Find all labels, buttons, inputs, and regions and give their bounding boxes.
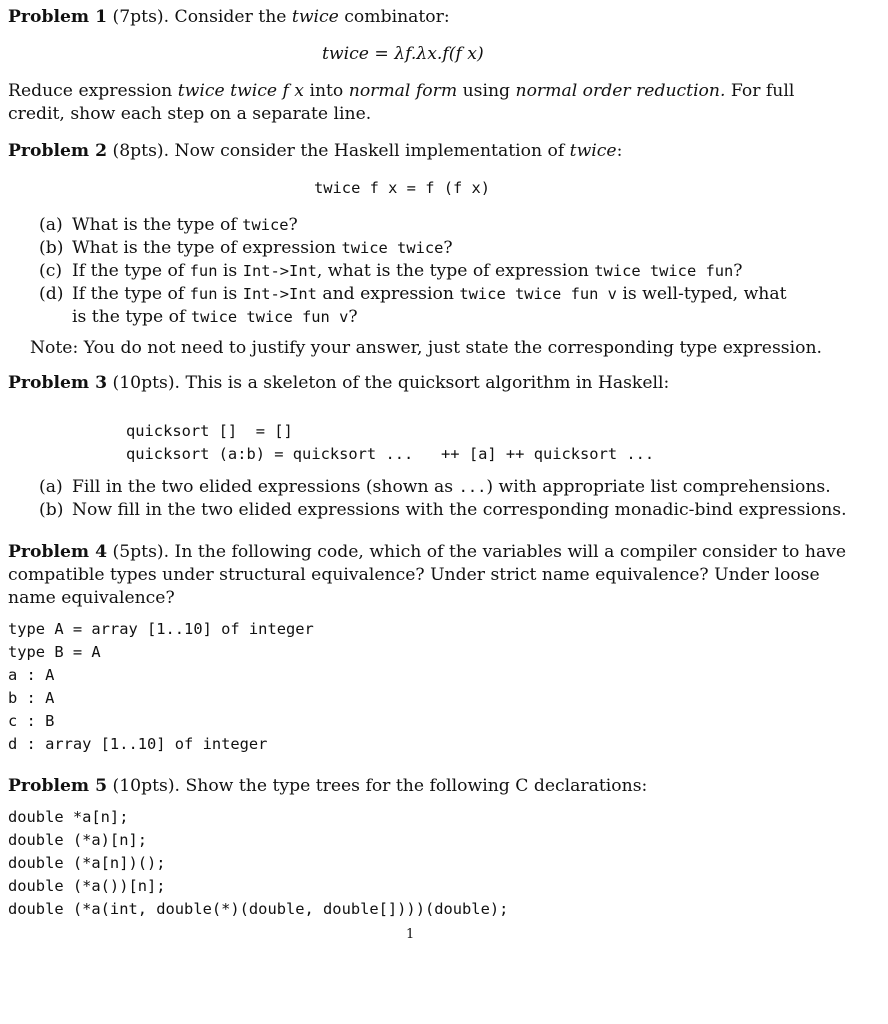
p5-code-line: double *a[n]; xyxy=(8,808,129,826)
p5-code-line: double (*a())[n]; xyxy=(8,877,166,895)
item-text: ? xyxy=(288,215,298,235)
item-text: Now fill in the two elided expressions with the corresponding monadic-bind expressions. xyxy=(72,500,847,520)
problem-3-title: Problem 3 xyxy=(8,373,108,393)
problem-4-line-1: In the following code, which of the variables will a compiler consider to have xyxy=(174,542,847,562)
haskell-twice-code: twice f x = f (f x) xyxy=(314,179,491,197)
problem-5-points: (10pts). xyxy=(112,776,181,796)
problem-4-title: Problem 4 xyxy=(8,542,108,562)
problem-1-title: Problem 1 xyxy=(8,7,108,27)
problem-4-line-2: compatible types under structural equivalence? Under strict name equivalence? Under loose xyxy=(8,565,820,585)
p5-code-line: double (*a)[n]; xyxy=(8,831,147,849)
p1-text-d: For full xyxy=(725,81,795,101)
problem-2-item-d xyxy=(39,283,787,306)
item-text: is the type of xyxy=(72,307,191,327)
problem-5-title: Problem 5 xyxy=(8,776,108,796)
problem-2-heading xyxy=(8,140,622,163)
quicksort-code-line-1: quicksort [] = [] xyxy=(126,422,293,440)
problem-4-heading xyxy=(8,541,846,564)
p4-code-line: d : array [1..10] of integer xyxy=(8,735,268,753)
p1-text-b: into xyxy=(304,81,349,101)
item-code: fun xyxy=(189,285,218,303)
problem-3-heading xyxy=(8,372,669,395)
item-text: Fill in the two elided expressions (shown as xyxy=(72,477,459,497)
item-label: (d) xyxy=(39,284,64,304)
item-text: ) with appropriate list comprehensions. xyxy=(486,477,831,497)
problem-2-item-b xyxy=(39,237,453,260)
problem-1-line-1 xyxy=(8,80,794,103)
problem-2-item-c xyxy=(39,260,743,283)
item-code: fun xyxy=(189,262,218,280)
p1-normal-order: normal order reduction. xyxy=(515,81,726,101)
problem-1-heading xyxy=(8,6,450,29)
item-code: twice twice fun v xyxy=(459,285,617,303)
problem-5-intro: Show the type trees for the following C declarations: xyxy=(185,776,648,796)
item-text: ? xyxy=(348,307,358,327)
twice-formula: twice = λf.λx.f(f x) xyxy=(322,44,484,64)
problem-2-colon: : xyxy=(616,141,623,161)
item-code: twice twice fun xyxy=(594,262,734,280)
quicksort-code-line-2: quicksort (a:b) = quicksort ... ++ [a] ++ quicksort ... xyxy=(126,445,655,463)
item-text: and expression xyxy=(316,284,460,304)
problem-3-points: (10pts). xyxy=(112,373,181,393)
problem-1-intro: Consider the xyxy=(174,7,292,27)
item-label: (a) xyxy=(39,477,63,497)
problem-2-intro: Now consider the Haskell implementation of xyxy=(174,141,570,161)
p4-code-line: type B = A xyxy=(8,643,101,661)
item-label: (c) xyxy=(39,261,63,281)
problem-1-line-2: credit, show each step on a separate line. xyxy=(8,104,372,124)
p4-code-line: type A = array [1..10] of integer xyxy=(8,620,314,638)
problem-2-note: Note: You do not need to justify your answer, just state the corresponding type expression. xyxy=(30,338,822,358)
item-code: twice twice xyxy=(341,239,444,257)
p1-normal-form: normal form xyxy=(348,81,458,101)
problem-3-item-b xyxy=(39,499,847,522)
problem-3-item-a xyxy=(39,476,831,499)
item-code: twice twice fun v xyxy=(190,308,349,326)
problem-5-heading xyxy=(8,775,647,798)
item-text: If the type of xyxy=(72,284,190,304)
problem-1-points: (7pts). xyxy=(112,7,170,27)
p1-text-c: using xyxy=(457,81,516,101)
p5-code-line: double (*a(int, double(*)(double, double[])))(double); xyxy=(8,900,509,918)
item-text: , what is the type of expression xyxy=(316,261,595,281)
item-text: What is the type of xyxy=(72,215,243,235)
item-text: ? xyxy=(733,261,743,281)
problem-2-item-d-continued xyxy=(72,306,358,329)
problem-2-twice: twice xyxy=(569,141,617,161)
item-text: is xyxy=(217,261,243,281)
problem-4-line-3: name equivalence? xyxy=(8,588,175,608)
problem-1-twice: twice xyxy=(291,7,339,27)
p1-expression: twice twice f x xyxy=(177,81,304,101)
problem-2-title: Problem 2 xyxy=(8,141,108,161)
p4-code-line: a : A xyxy=(8,666,55,684)
item-text: is xyxy=(217,284,243,304)
item-label: (b) xyxy=(39,238,64,258)
p4-code-line: b : A xyxy=(8,689,55,707)
problem-3-intro: This is a skeleton of the quicksort algorithm in Haskell: xyxy=(185,373,670,393)
item-code: Int->Int xyxy=(242,285,317,303)
item-label: (a) xyxy=(39,215,63,235)
problem-2-points: (8pts). xyxy=(112,141,170,161)
item-text: ? xyxy=(443,238,453,258)
page-number: 1 xyxy=(406,927,415,942)
item-label: (b) xyxy=(39,500,64,520)
item-code: Int->Int xyxy=(242,262,317,280)
item-text: What is the type of expression xyxy=(72,238,342,258)
item-text: If the type of xyxy=(72,261,190,281)
problem-2-item-a xyxy=(39,214,298,237)
problem-4-points: (5pts). xyxy=(112,542,170,562)
p5-code-line: double (*a[n])(); xyxy=(8,854,166,872)
p1-text-a: Reduce expression xyxy=(8,81,178,101)
p4-code-line: c : B xyxy=(8,712,55,730)
item-text: is well-typed, what xyxy=(616,284,787,304)
problem-1-combinator: combinator: xyxy=(338,7,450,27)
item-code: twice xyxy=(242,216,289,234)
item-code: ... xyxy=(458,478,487,496)
